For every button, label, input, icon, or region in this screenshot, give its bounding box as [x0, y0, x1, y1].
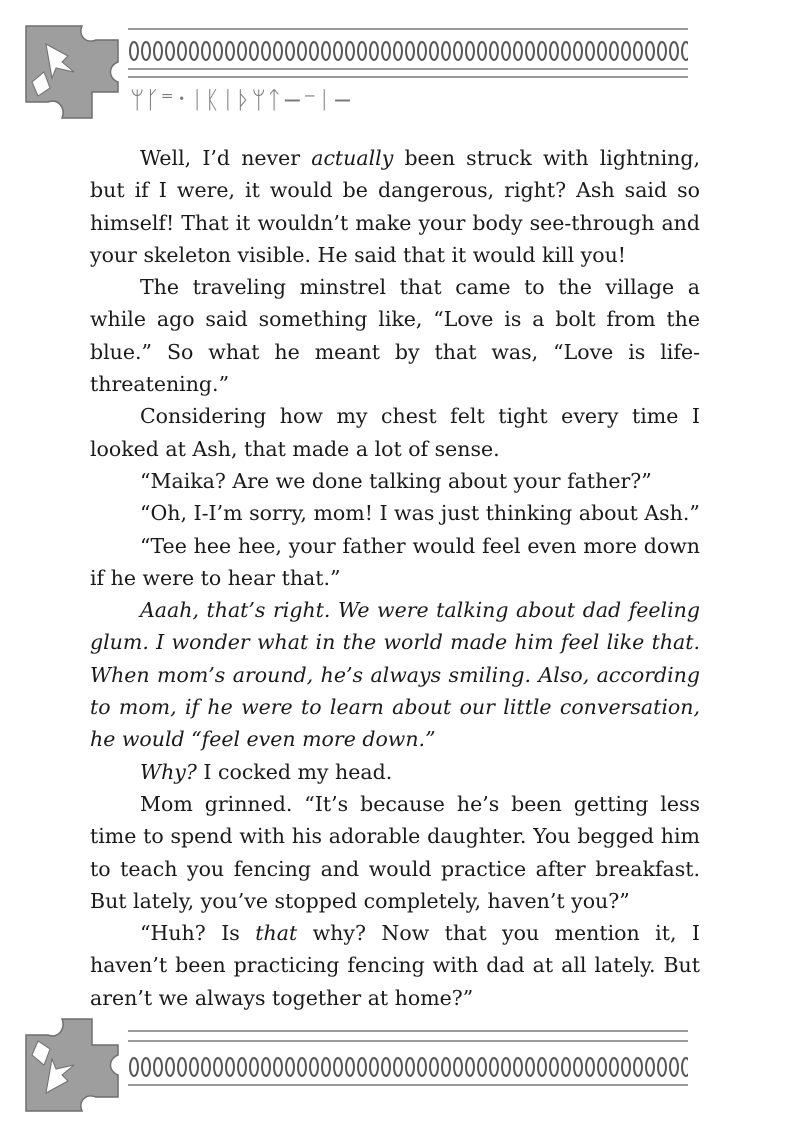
- page-body-text: [90, 142, 700, 1014]
- text-run: why? Now that you mention it, I haven’t been practicing fencing with dad at all lately. But aren’t we always together at home?”: [90, 921, 701, 1010]
- text-run: “Oh, I-I’m sorry, mom! I was just thinking about Ash.”: [140, 501, 700, 526]
- paragraph: [90, 400, 700, 465]
- italic-text: feel even more down.: [201, 727, 426, 752]
- paragraph: [90, 530, 700, 595]
- italic-text: Aaah, that’s right. We were talking about dad feeling glum. I wonder what in the world made him feel like that. When mom’s around, he’s always smiling. Also, according to mom, if he were to learn about our little conversation, he would “: [90, 598, 700, 752]
- text-run: The traveling minstrel that came to the village a while ago said something like, “Love is a bolt from the blue.” So what he meant by that was, “Love is life-threatening.”: [90, 275, 700, 397]
- chain-pattern-icon: [128, 1056, 688, 1078]
- text-run: I cocked my head.: [196, 759, 393, 784]
- italic-text: Why?: [140, 759, 197, 784]
- italic-text: actually: [311, 146, 394, 170]
- footer-chain-border: [128, 1056, 688, 1078]
- paragraph: [90, 788, 700, 917]
- paragraph: [90, 497, 700, 529]
- italic-text: ”: [425, 727, 436, 752]
- text-run: “Huh? Is: [140, 921, 256, 946]
- text-run: been struck with lightning, but if I were, it would be dangerous, right? Ash said so himself! That it wouldn’t make your body see-through and your skeleton visible. He said that it would kill you!: [90, 146, 700, 267]
- paragraph: [90, 142, 700, 271]
- paragraph: [90, 917, 700, 1014]
- chain-pattern-icon: [128, 40, 688, 62]
- corner-ornament-top-icon: [22, 22, 122, 126]
- italic-text: that: [255, 921, 298, 946]
- header-rule-mid: [128, 68, 688, 70]
- text-run: Mom grinned. “It’s because he’s been getting less time to spend with his adorable daughter. You begged him to teach you fencing and would practice after breakfast. But lately, you’ve stopped completely, haven’t you?”: [90, 791, 700, 913]
- paragraph: [90, 271, 700, 400]
- header-rule-bottom: [128, 76, 688, 78]
- footer-rule-top: [128, 1030, 688, 1032]
- corner-ornament-bottom-icon: [22, 1015, 122, 1119]
- text-run: “Tee hee hee, your father would feel even more down if he were to hear that.”: [90, 533, 700, 590]
- paragraph: [90, 465, 700, 497]
- text-run: Well, I’d never: [140, 146, 312, 170]
- header-chain-border: [128, 40, 688, 62]
- text-run: Considering how my chest felt tight every time I looked at Ash, that made a lot of sense.: [90, 404, 700, 461]
- text-run: “Maika? Are we done talking about your father?”: [140, 468, 652, 493]
- header-rule-top: [128, 28, 688, 30]
- footer-rule-bottom: [128, 1084, 688, 1086]
- chapter-glyph-title: ᛘᚴ⁼᛫ᛁᛕᛁᚦᛘᛏ−⁻ᛁ−: [130, 86, 354, 114]
- footer-rule-mid: [128, 1040, 688, 1042]
- paragraph: [90, 594, 700, 755]
- paragraph: [90, 756, 700, 788]
